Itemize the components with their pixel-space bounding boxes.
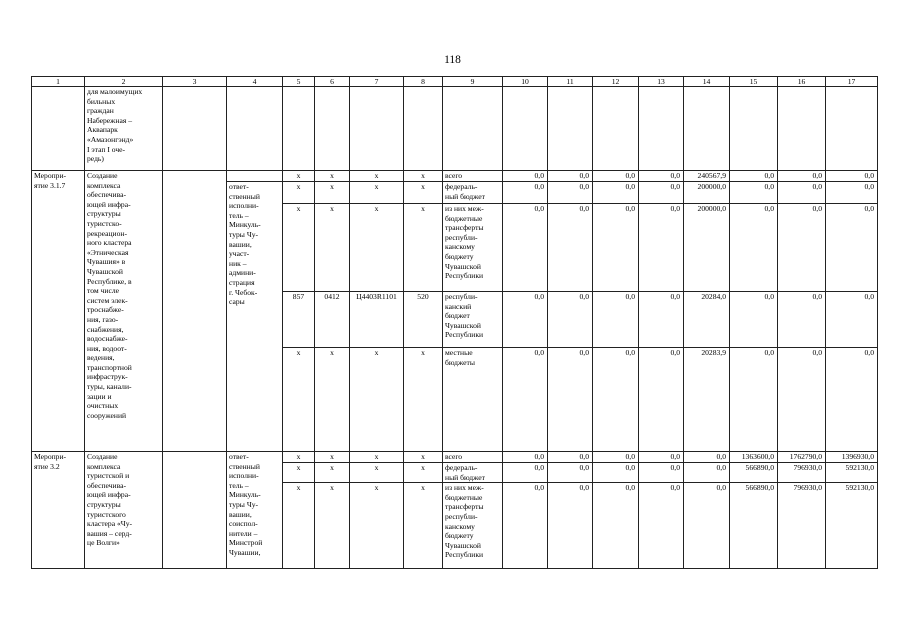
value-cell: 240567,9: [684, 171, 730, 182]
value-cell: 0,0: [548, 171, 593, 182]
budget-table: [31, 76, 878, 569]
value-cell: 0,0: [826, 292, 878, 348]
value-cell: 0,0: [778, 204, 826, 292]
code-cell: Ц4403R1101: [350, 292, 404, 348]
table-cell: [315, 87, 350, 171]
funding-source: из них меж- бюджетные трансферты республи- канскому бюджету Чувашской Республики: [443, 483, 503, 569]
value-cell: 20284,0: [684, 292, 730, 348]
value-cell: 0,0: [826, 348, 878, 452]
value-cell: 0,0: [548, 204, 593, 292]
value-cell: 0,0: [503, 171, 548, 182]
funding-source: всего: [443, 171, 503, 182]
header-cell: 11: [548, 77, 593, 87]
value-cell: 1762790,0: [778, 452, 826, 463]
code-cell: x: [283, 171, 315, 182]
funding-source: из них меж- бюджетные трансферты республи- канскому бюджету Чувашской Республики: [443, 204, 503, 292]
code-cell: x: [350, 452, 404, 463]
value-cell: 0,0: [684, 463, 730, 483]
code-cell: x: [283, 204, 315, 292]
value-cell: 0,0: [639, 292, 684, 348]
code-cell: x: [404, 182, 443, 204]
table-cell: [684, 87, 730, 171]
value-cell: 0,0: [593, 463, 639, 483]
value-cell: 0,0: [730, 292, 778, 348]
value-cell: 0,0: [548, 182, 593, 204]
table-cell: [639, 87, 684, 171]
value-cell: 0,0: [593, 483, 639, 569]
code-cell: x: [315, 171, 350, 182]
value-cell: 0,0: [593, 452, 639, 463]
table-cell: [32, 87, 85, 171]
value-cell: 200000,0: [684, 204, 730, 292]
value-cell: 0,0: [503, 483, 548, 569]
measure-description: Создание комплекса обеспечива- ющей инфра- структуры туристско- рекреацион- ного кластера «Этническая Чувашия» в Чувашской Республике, в том числе систем элек- троснабже- ния, газо- снабжения, водоснабже- ния, водоот- ведения, транспортной инфраструк- туры, канали- зации и очистных сооружений: [85, 171, 163, 452]
code-cell: x: [404, 204, 443, 292]
value-cell: 592130,0: [826, 483, 878, 569]
code-cell: x: [315, 182, 350, 204]
code-cell: x: [315, 463, 350, 483]
value-cell: 0,0: [826, 204, 878, 292]
value-cell: 200000,0: [684, 182, 730, 204]
table-cell: [163, 171, 227, 452]
header-cell: 14: [684, 77, 730, 87]
code-cell: x: [350, 348, 404, 452]
value-cell: 0,0: [826, 171, 878, 182]
value-cell: 0,0: [730, 348, 778, 452]
table-cell: [503, 87, 548, 171]
value-cell: 0,0: [548, 348, 593, 452]
value-cell: 0,0: [593, 204, 639, 292]
code-cell: x: [315, 452, 350, 463]
code-cell: x: [404, 348, 443, 452]
value-cell: 0,0: [639, 182, 684, 204]
code-cell: x: [404, 452, 443, 463]
code-cell: x: [315, 204, 350, 292]
code-cell: 520: [404, 292, 443, 348]
code-cell: x: [350, 204, 404, 292]
table-row: [32, 452, 878, 463]
value-cell: 0,0: [593, 171, 639, 182]
table-row: [32, 171, 878, 182]
code-cell: x: [350, 483, 404, 569]
value-cell: 0,0: [503, 292, 548, 348]
header-cell: 5: [283, 77, 315, 87]
funding-source: республи- канский бюджет Чувашской Республики: [443, 292, 503, 348]
funding-source: местные бюджеты: [443, 348, 503, 452]
code-cell: x: [283, 452, 315, 463]
value-cell: 0,0: [778, 171, 826, 182]
value-cell: 0,0: [503, 182, 548, 204]
header-cell: 4: [227, 77, 283, 87]
table-cell: [227, 87, 283, 171]
code-cell: x: [350, 463, 404, 483]
table-cell: [283, 87, 315, 171]
header-cell: 12: [593, 77, 639, 87]
value-cell: 0,0: [503, 204, 548, 292]
header-cell: 1: [32, 77, 85, 87]
value-cell: 566890,0: [730, 463, 778, 483]
table-cell: [730, 87, 778, 171]
table-row: [32, 87, 878, 171]
code-cell: x: [283, 483, 315, 569]
table-cell: [350, 87, 404, 171]
header-row: [32, 77, 878, 87]
header-cell: 17: [826, 77, 878, 87]
funding-source: федераль- ный бюджет: [443, 463, 503, 483]
table-cell: [163, 87, 227, 171]
code-cell: x: [283, 463, 315, 483]
value-cell: 20283,9: [684, 348, 730, 452]
value-cell: 0,0: [730, 171, 778, 182]
value-cell: 0,0: [548, 463, 593, 483]
code-cell: x: [315, 483, 350, 569]
value-cell: 0,0: [730, 182, 778, 204]
header-cell: 13: [639, 77, 684, 87]
code-cell: 857: [283, 292, 315, 348]
value-cell: 0,0: [639, 452, 684, 463]
value-cell: 796930,0: [778, 483, 826, 569]
code-cell: x: [404, 463, 443, 483]
value-cell: 0,0: [639, 348, 684, 452]
measure-description: Создание комплекса туристской и обеспечива- ющей инфра- структуры туристского кластера «Чу- вашия – серд- це Волги»: [85, 452, 163, 569]
value-cell: 0,0: [593, 182, 639, 204]
value-cell: 0,0: [826, 182, 878, 204]
table-cell: [404, 87, 443, 171]
table-cell: [778, 87, 826, 171]
value-cell: 0,0: [548, 292, 593, 348]
value-cell: 0,0: [503, 452, 548, 463]
header-cell: 2: [85, 77, 163, 87]
code-cell: x: [283, 182, 315, 204]
executor-cell: ответ- ственный исполни- тель – Минкуль- туры Чу- вашии, участ- ник – админи- страция г. Чебок- сары: [227, 182, 283, 452]
header-cell: 15: [730, 77, 778, 87]
value-cell: 0,0: [548, 483, 593, 569]
page-number: 118: [444, 54, 461, 66]
code-cell: x: [350, 182, 404, 204]
value-cell: 0,0: [684, 483, 730, 569]
value-cell: 0,0: [503, 348, 548, 452]
table-cell: [548, 87, 593, 171]
value-cell: 0,0: [548, 452, 593, 463]
funding-source: всего: [443, 452, 503, 463]
measure-id: Меропри- ятие 3.2: [32, 452, 85, 569]
value-cell: 566890,0: [730, 483, 778, 569]
funding-source: федераль- ный бюджет: [443, 182, 503, 204]
value-cell: 1396930,0: [826, 452, 878, 463]
value-cell: 0,0: [593, 292, 639, 348]
value-cell: 0,0: [684, 452, 730, 463]
value-cell: 0,0: [593, 348, 639, 452]
header-cell: 3: [163, 77, 227, 87]
value-cell: 0,0: [639, 204, 684, 292]
code-cell: x: [404, 171, 443, 182]
code-cell: x: [315, 348, 350, 452]
header-cell: 16: [778, 77, 826, 87]
table-cell: [593, 87, 639, 171]
header-cell: 9: [443, 77, 503, 87]
code-cell: 0412: [315, 292, 350, 348]
header-cell: 10: [503, 77, 548, 87]
value-cell: 0,0: [778, 182, 826, 204]
value-cell: 0,0: [639, 483, 684, 569]
code-cell: x: [350, 171, 404, 182]
value-cell: 0,0: [778, 348, 826, 452]
value-cell: 0,0: [778, 292, 826, 348]
header-cell: 8: [404, 77, 443, 87]
table-cell: [443, 87, 503, 171]
header-cell: 7: [350, 77, 404, 87]
value-cell: 1363600,0: [730, 452, 778, 463]
value-cell: 0,0: [639, 171, 684, 182]
value-cell: 0,0: [730, 204, 778, 292]
table-cell: [227, 171, 283, 182]
value-cell: 0,0: [639, 463, 684, 483]
header-cell: 6: [315, 77, 350, 87]
value-cell: 796930,0: [778, 463, 826, 483]
value-cell: 0,0: [503, 463, 548, 483]
executor-cell: ответ- ственный исполни- тель – Минкуль- туры Чу- вашии, соиспол- нители – Минстрой Чувашии,: [227, 452, 283, 569]
value-cell: 592130,0: [826, 463, 878, 483]
measure-id: Меропри- ятие 3.1.7: [32, 171, 85, 452]
code-cell: x: [404, 483, 443, 569]
table-cell: [826, 87, 878, 171]
table-cell: [163, 452, 227, 569]
measure-description: для малоимущих бильных граждан Набережная – Аквапарк «Амазонгэнд» I этап I оче- редь): [85, 87, 163, 171]
code-cell: x: [283, 348, 315, 452]
